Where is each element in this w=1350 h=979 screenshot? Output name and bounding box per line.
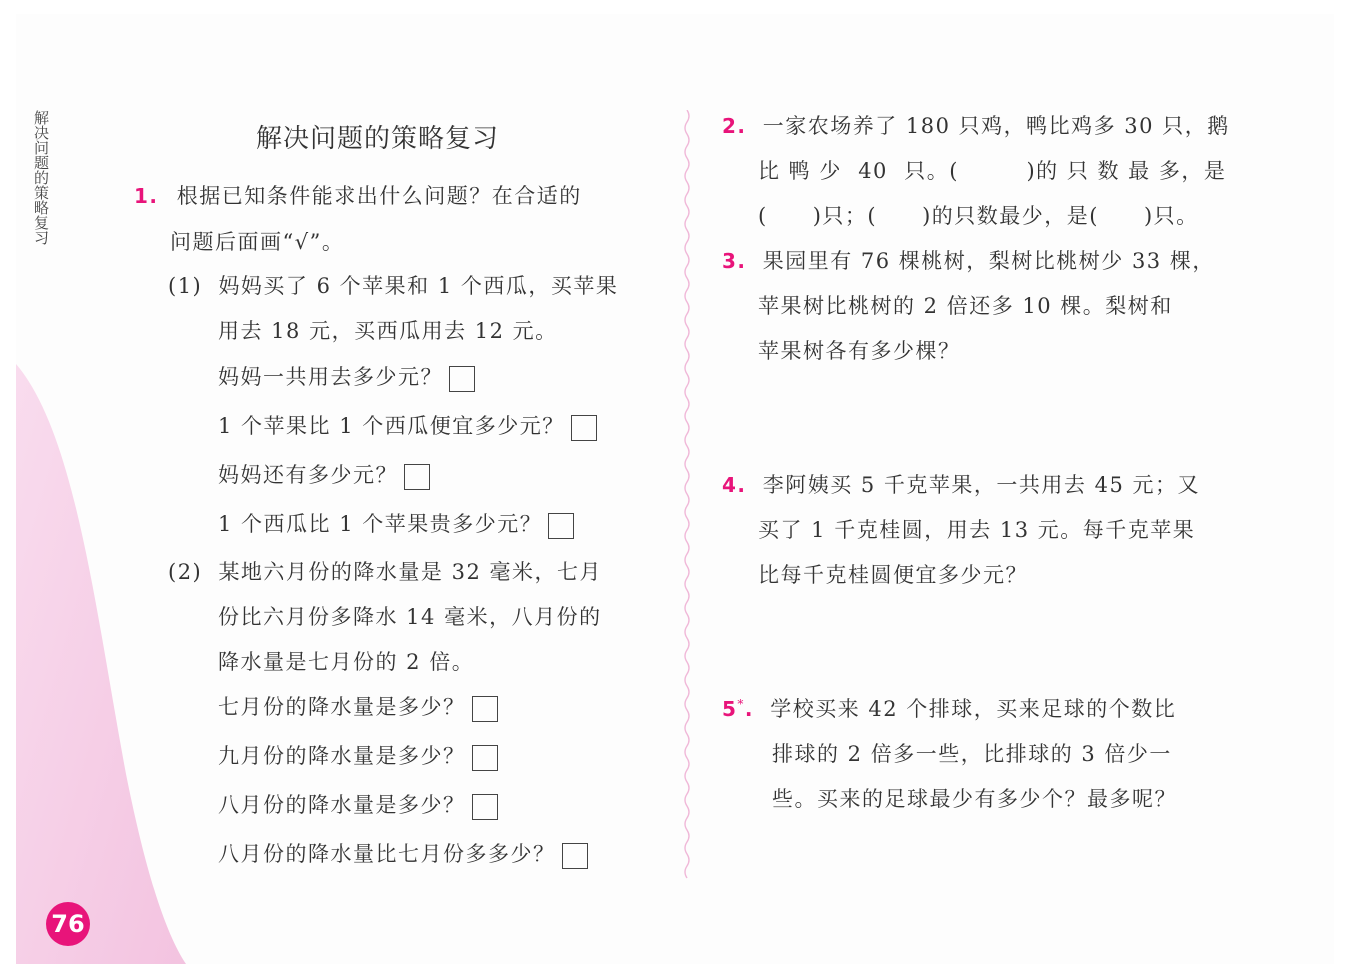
check-box[interactable] — [472, 745, 498, 771]
q3-line3: 苹果树各有多少棵？ — [758, 339, 961, 363]
q2-number: 2. — [722, 114, 747, 138]
q1-p2-line2: 份比六月份多降水 14 毫米，八月份的 — [218, 605, 602, 629]
q3-number: 3. — [722, 249, 747, 273]
q4-text: 李阿姨买 5 千克苹果，一共用去 45 元；又 — [762, 473, 1200, 497]
q1-stem-line2: 问题后面画“√”。 — [170, 230, 345, 254]
q1-stem-text: 根据已知条件能求出什么问题？在合适的 — [176, 184, 582, 208]
q3-text: 果园里有 76 棵桃树，梨树比桃树少 33 棵， — [762, 249, 1215, 273]
option-text: 妈妈还有多少元？ — [218, 463, 398, 487]
q1-p1-option — [218, 361, 475, 392]
q4-line2: 买了 1 千克桂圆，用去 13 元。每千克苹果 — [758, 518, 1196, 542]
q1-p1-line1 — [168, 270, 618, 300]
check-box[interactable] — [404, 464, 430, 490]
check-box[interactable] — [562, 843, 588, 869]
q1-p1-option — [218, 410, 597, 441]
workbook-page — [16, 14, 1334, 964]
q5-line3: 些。买来的足球最少有多少个？最多呢？ — [772, 787, 1177, 811]
q2-text: 一家农场养了 180 只鸡，鸭比鸡多 30 只，鹅 — [762, 114, 1230, 138]
q1-p2-option — [218, 691, 498, 722]
q2-line2: 比 鸭 少 40 只。( )的 只 数 最 多，是 — [758, 159, 1227, 183]
section-title: 解决问题的策略复习 — [256, 124, 500, 154]
q5-dot: . — [744, 697, 755, 721]
q1-p2-line1 — [168, 556, 602, 586]
wavy-divider — [680, 110, 694, 880]
q1-p1-text: 妈妈买了 6 个苹果和 1 个西瓜，买苹果 — [218, 274, 619, 298]
side-title: 解决问题的策略复习 — [32, 110, 50, 245]
q5-text: 学校买来 42 个排球，买来足球的个数比 — [770, 697, 1177, 721]
check-box[interactable] — [548, 513, 574, 539]
q1-p2-option — [218, 740, 498, 771]
q1-p1-option — [218, 508, 574, 539]
option-text: 妈妈一共用去多少元？ — [218, 365, 443, 389]
option-text: 八月份的降水量是多少？ — [218, 793, 466, 817]
q1-p2-line3: 降水量是七月份的 2 倍。 — [218, 650, 475, 674]
option-text: 七月份的降水量是多少？ — [218, 695, 466, 719]
q1-p1-option — [218, 459, 430, 490]
option-text: 1 个西瓜比 1 个苹果贵多少元？ — [218, 512, 543, 536]
q5-number: 5 — [722, 697, 738, 721]
q5-line2: 排球的 2 倍多一些，比排球的 3 倍少一 — [772, 742, 1172, 766]
q1-p2-option — [218, 838, 588, 869]
check-box[interactable] — [472, 794, 498, 820]
check-box[interactable] — [449, 366, 475, 392]
q5-line1 — [722, 693, 1176, 723]
q1-p1-line2: 用去 18 元，买西瓜用去 12 元。 — [218, 319, 558, 343]
check-box[interactable] — [472, 696, 498, 722]
q2-line1 — [722, 110, 1230, 140]
q1-p2-text: 某地六月份的降水量是 32 毫米，七月 — [218, 560, 603, 584]
q4-line3: 比每千克桂圆便宜多少元？ — [758, 563, 1028, 587]
q3-line1 — [722, 245, 1215, 275]
page-number: 76 — [46, 902, 90, 946]
option-text: 九月份的降水量是多少？ — [218, 744, 466, 768]
star-mark: * — [737, 697, 745, 711]
check-box[interactable] — [571, 415, 597, 441]
q4-number: 4. — [722, 473, 747, 497]
q4-line1 — [722, 469, 1200, 499]
q1-stem-line1 — [134, 180, 582, 210]
q1-p2-option — [218, 789, 498, 820]
q3-line2: 苹果树比桃树的 2 倍还多 10 棵。梨树和 — [758, 294, 1173, 318]
q1-p2-label: (2) — [168, 560, 203, 584]
q2-line3: ( )只；( )的只数最少，是( )只。 — [758, 204, 1199, 228]
option-text: 1 个苹果比 1 个西瓜便宜多少元？ — [218, 414, 565, 438]
option-text: 八月份的降水量比七月份多多少？ — [218, 842, 556, 866]
q1-number: 1. — [134, 184, 159, 208]
q1-p1-label: (1) — [168, 274, 203, 298]
